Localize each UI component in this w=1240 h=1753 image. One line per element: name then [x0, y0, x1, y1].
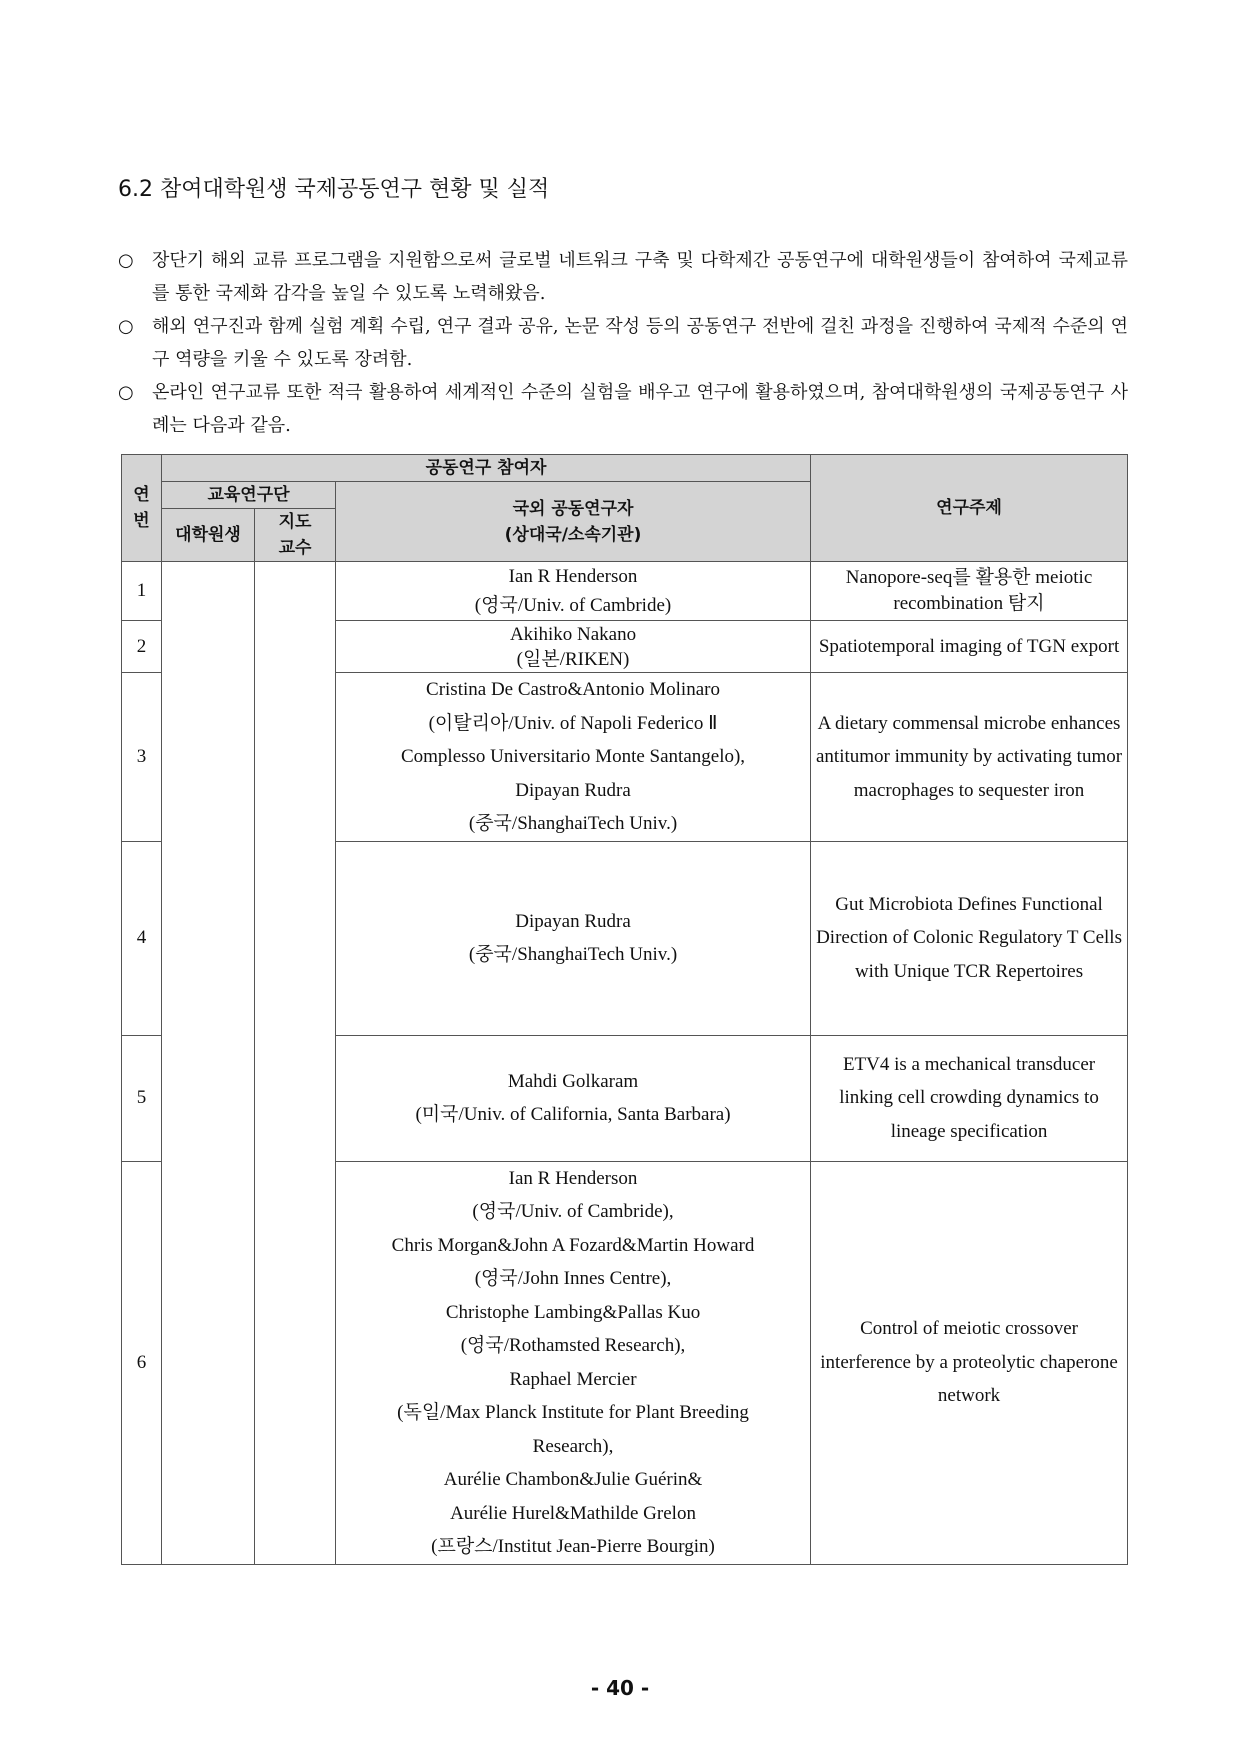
foreign-researcher-cell: Mahdi Golkaram (미국/Univ. of California, Santa Barbara)	[336, 1035, 811, 1161]
advisor-cell	[255, 1035, 336, 1161]
foreign-researcher-cell: Akihiko Nakano (일본/RIKEN)	[336, 621, 811, 673]
row-number: 2	[122, 621, 162, 673]
grad-student-cell	[162, 1035, 255, 1161]
header-serial: 연 번	[122, 455, 162, 562]
row-number: 5	[122, 1035, 162, 1161]
advisor-cell	[255, 621, 336, 673]
research-table	[121, 454, 1128, 1565]
page-number: - 40 -	[590, 1676, 650, 1700]
bullet-item	[118, 244, 1128, 310]
circle-bullet-icon: ○	[118, 382, 134, 403]
foreign-researcher-cell: Dipayan Rudra (중국/ShanghaiTech Univ.)	[336, 841, 811, 1035]
advisor-cell	[255, 562, 336, 621]
topic-cell: Nanopore-seq를 활용한 meiotic recombination 탐지	[811, 562, 1128, 621]
header-advisor: 지도 교수	[255, 509, 336, 562]
header-topic: 연구주제	[811, 455, 1128, 562]
header-grad-student: 대학원생	[162, 509, 255, 562]
topic-cell: Spatiotemporal imaging of TGN export	[811, 621, 1128, 673]
row-number: 1	[122, 562, 162, 621]
header-participants: 공동연구 참여자	[162, 455, 811, 482]
topic-cell: Gut Microbiota Defines Functional Direction of Colonic Regulatory T Cells with Unique TCR Repertoires	[811, 841, 1128, 1035]
circle-bullet-icon: ○	[118, 250, 134, 271]
advisor-cell	[255, 1161, 336, 1564]
grad-student-cell	[162, 673, 255, 842]
grad-student-cell	[162, 841, 255, 1035]
advisor-cell	[255, 673, 336, 842]
bullet-list	[118, 244, 1128, 442]
grad-student-cell	[162, 562, 255, 621]
foreign-researcher-cell: Cristina De Castro&Antonio Molinaro (이탈리아/Univ. of Napoli Federico Ⅱ Complesso Universitario Monte Santangelo), Dipayan Rudra (중국/ShanghaiTech Univ.)	[336, 673, 811, 842]
topic-cell: A dietary commensal microbe enhances antitumor immunity by activating tumor macrophages to sequester iron	[811, 673, 1128, 842]
grad-student-cell	[162, 621, 255, 673]
bullet-item	[118, 376, 1128, 442]
bullet-text: 해외 연구진과 함께 실험 계획 수립, 연구 결과 공유, 논문 작성 등의 공동연구 전반에 걸친 과정을 진행하여 국제적 수준의 연구 역량을 키울 수 있도록 장려함.	[152, 316, 1128, 370]
foreign-researcher-cell: Ian R Henderson (영국/Univ. of Cambride), Chris Morgan&John A Fozard&Martin Howard (영국/John Innes Centre), Christophe Lambing&Pallas Kuo (영국/Rothamsted Research), Raphael Mercier (독일/Max Planck Institute for Plant Breeding Research), Aurélie Chambon&Julie Guérin& Aurélie Hurel&Mathilde Grelon (프랑스/Institut Jean-Pierre Bourgin)	[336, 1161, 811, 1564]
advisor-cell	[255, 841, 336, 1035]
row-number: 4	[122, 841, 162, 1035]
foreign-researcher-cell: Ian R Henderson (영국/Univ. of Cambride)	[336, 562, 811, 621]
row-number: 3	[122, 673, 162, 842]
header-foreign: 국외 공동연구자 (상대국/소속기관)	[336, 482, 811, 562]
bullet-item	[118, 310, 1128, 376]
topic-cell: Control of meiotic crossover interference by a proteolytic chaperone network	[811, 1161, 1128, 1564]
header-edu-team: 교육연구단	[162, 482, 336, 509]
grad-student-cell	[162, 1161, 255, 1564]
topic-cell: ETV4 is a mechanical transducer linking cell crowding dynamics to lineage specification	[811, 1035, 1128, 1161]
row-number: 6	[122, 1161, 162, 1564]
bullet-text: 장단기 해외 교류 프로그램을 지원함으로써 글로벌 네트워크 구축 및 다학제간 공동연구에 대학원생들이 참여하여 국제교류를 통한 국제화 감각을 높일 수 있도록 노력해왔음.	[152, 250, 1128, 304]
circle-bullet-icon: ○	[118, 316, 134, 337]
bullet-text: 온라인 연구교류 또한 적극 활용하여 세계적인 수준의 실험을 배우고 연구에 활용하였으며, 참여대학원생의 국제공동연구 사례는 다음과 같음.	[152, 382, 1128, 436]
section-heading: 6.2 참여대학원생 국제공동연구 현황 및 실적	[118, 177, 550, 202]
